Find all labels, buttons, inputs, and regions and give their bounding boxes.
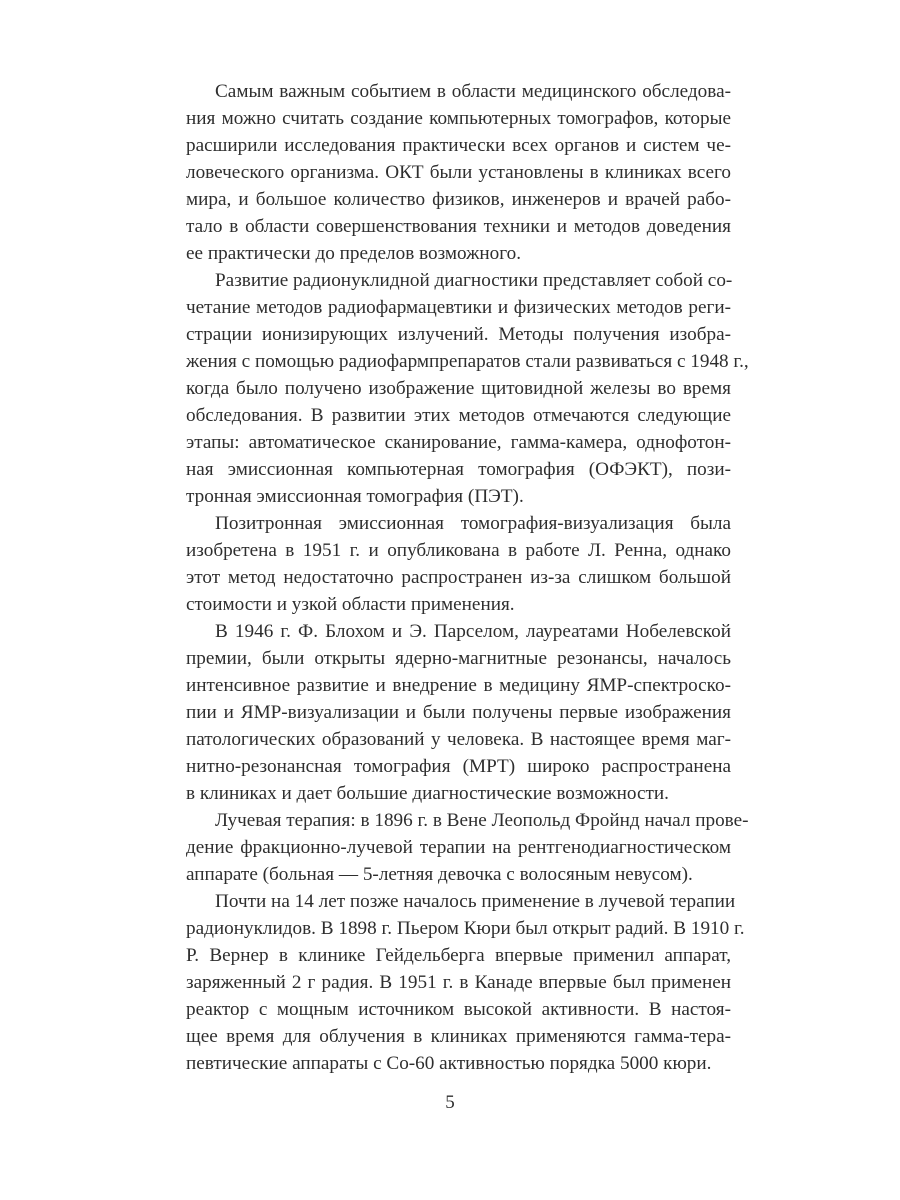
text-line: Развитие радионуклидной диагностики представляет собой со-	[215, 270, 733, 291]
text-line: Р. Вернер в клинике Гейдельберга впервые применил аппарат,	[186, 945, 731, 966]
text-line: щее время для облучения в клиниках применяются гамма-тера-	[186, 1026, 731, 1047]
text-line: в клиниках и дает большие диагностические возможности.	[186, 783, 669, 804]
text-line: этапы: автоматическое сканирование, гамма-камера, однофотон-	[186, 432, 731, 453]
text-line: певтические аппараты с Со-60 активностью порядка 5000 кюри.	[186, 1053, 712, 1074]
text-line: Позитронная эмиссионная томография-визуализация была	[215, 513, 731, 534]
text-line: страции ионизирующих излучений. Методы получения изобра-	[186, 324, 731, 345]
text-line: тронная эмиссионная томография (ПЭТ).	[186, 486, 524, 507]
text-line: изобретена в 1951 г. и опубликована в работе Л. Ренна, однако	[186, 540, 731, 561]
text-line: мира, и большое количество физиков, инженеров и врачей рабо-	[186, 189, 731, 210]
text-line: дение фракционно-лучевой терапии на рентгенодиагностическом	[186, 837, 731, 858]
text-line: четание методов радиофармацевтики и физических методов реги-	[186, 297, 731, 318]
text-line: ловеческого организма. ОКТ были установлены в клиниках всего	[186, 162, 731, 183]
text-line: Самым важным событием в области медицинского обследова-	[215, 81, 731, 102]
text-line: интенсивное развитие и внедрение в медицину ЯМР-спектроско-	[186, 675, 731, 696]
text-line: когда было получено изображение щитовидной железы во время	[186, 378, 731, 399]
paragraph-radionuclide-therapy	[157, 888, 745, 1077]
paragraph-radiation-therapy	[157, 807, 749, 888]
text-line: патологических образований у человека. В настоящее время маг-	[186, 729, 731, 750]
text-line: заряженный 2 г радия. В 1951 г. в Канаде впервые был применен	[186, 972, 731, 993]
text-line: В 1946 г. Ф. Блохом и Э. Парселом, лауреатами Нобелевской	[215, 621, 731, 642]
text-line: Почти на 14 лет позже началось применение в лучевой терапии	[215, 891, 736, 912]
text-line: жения с помощью радиофармпрепаратов стали развиваться с 1948 г.,	[186, 351, 749, 372]
text-line: радионуклидов. В 1898 г. Пьером Кюри был открыт радий. В 1910 г.	[186, 918, 745, 939]
text-line: пии и ЯМР-визуализации и были получены первые изображения	[186, 702, 731, 723]
text-line: тало в области совершенствования техники и методов доведения	[186, 216, 731, 237]
text-line: премии, были открыты ядерно-магнитные резонансы, началось	[186, 648, 731, 669]
paragraph-nmr	[157, 618, 731, 807]
text-line: нитно-резонансная томография (МРТ) широко распространена	[186, 756, 731, 777]
text-line: ее практически до пределов возможного.	[186, 243, 522, 264]
paragraph-radionuclide-diagnostics	[157, 267, 749, 510]
text-line: ная эмиссионная компьютерная томография (ОФЭКТ), пози-	[186, 459, 731, 480]
text-line: реактор с мощным источником высокой активности. В настоя-	[186, 999, 731, 1020]
paragraph-ct-history	[157, 78, 731, 267]
text-line: обследования. В развитии этих методов отмечаются следующие	[186, 405, 731, 426]
text-line: ния можно считать создание компьютерных томографов, которые	[186, 108, 731, 129]
text-line: этот метод недостаточно распространен из-за слишком большой	[186, 567, 731, 588]
text-line: Лучевая терапия: в 1896 г. в Вене Леопольд Фройнд начал прове-	[215, 810, 749, 831]
text-line: стоимости и узкой области применения.	[186, 594, 515, 615]
text-line: расширили исследования практически всех органов и систем че-	[186, 135, 731, 156]
paragraph-pet	[157, 510, 731, 618]
text-line: аппарате (больная — 5-летняя девочка с волосяным невусом).	[186, 864, 693, 885]
page-number: 5	[445, 1092, 455, 1113]
page-body	[157, 78, 749, 1077]
